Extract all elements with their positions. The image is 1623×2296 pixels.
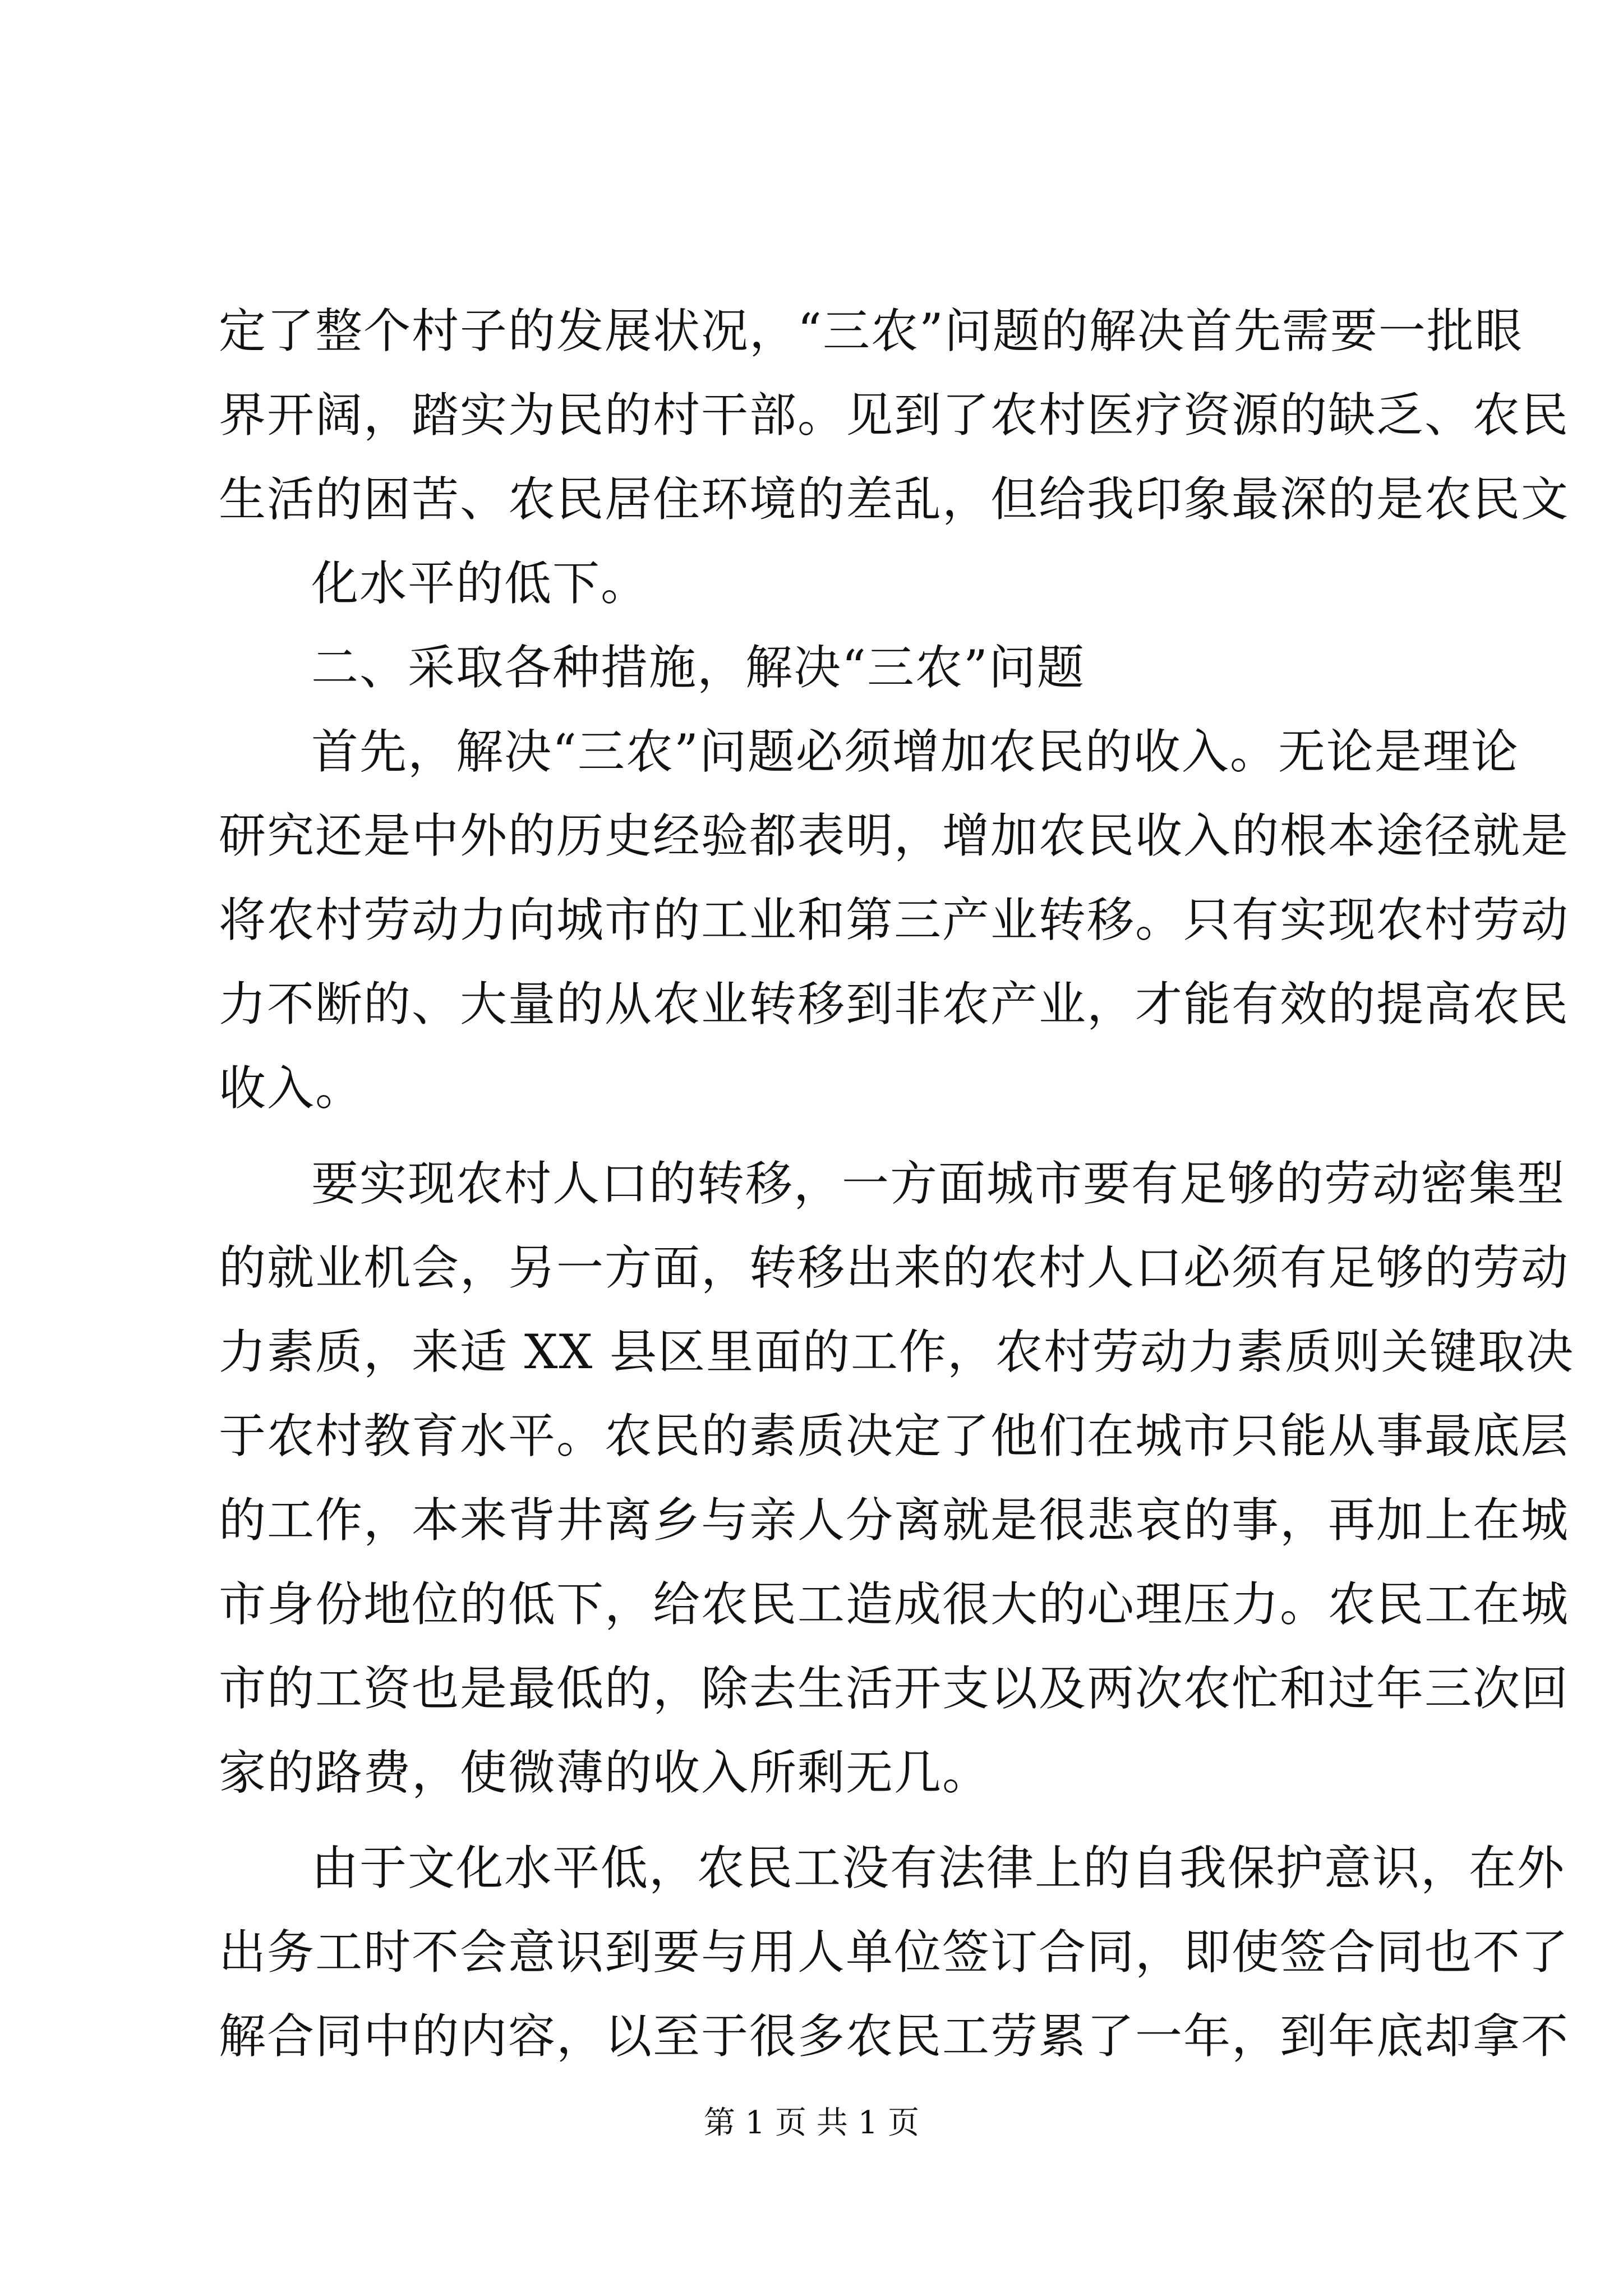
paragraph-line: 市的工资也是最低的，除去生活开支以及两次农忙和过年三次回 bbox=[219, 1661, 1570, 1716]
paragraph-line: 力素质，来适 XX 县区里面的工作，农村劳动力素质则关键取决 bbox=[219, 1324, 1575, 1379]
paragraph-line: 力不断的、大量的从农业转移到非农产业，才能有效的提高农民 bbox=[219, 977, 1570, 1032]
paragraph-line: 界开阔，踏实为民的村干部。见到了农村医疗资源的缺乏、农民 bbox=[219, 388, 1570, 443]
paragraph-line: 首先，解决“三农”问题必须增加农民的收入。无论是理论 bbox=[311, 724, 1519, 779]
paragraph-line: 市身份地位的低下，给农民工造成很大的心理压力。农民工在城 bbox=[219, 1577, 1570, 1632]
paragraph-line: 解合同中的内容，以至于很多农民工劳累了一年，到年底却拿不 bbox=[219, 2009, 1570, 2064]
paragraph-line: 的就业机会，另一方面，转移出来的农村人口必须有足够的劳动 bbox=[219, 1240, 1570, 1295]
paragraph-line: 化水平的低下。 bbox=[311, 556, 649, 611]
page-number-footer: 第 1 页 共 1 页 bbox=[703, 2105, 920, 2141]
paragraph-line: 的工作，本来背井离乡与亲人分离就是很悲哀的事，再加上在城 bbox=[219, 1493, 1570, 1548]
paragraph-line: 生活的困苦、农民居住环境的差乱，但给我印象最深的是农民文 bbox=[219, 472, 1570, 527]
paragraph-line: 由于文化水平低，农民工没有法律上的自我保护意识，在外 bbox=[311, 1841, 1566, 1895]
paragraph-line: 将农村劳动力向城市的工业和第三产业转移。只有实现农村劳动 bbox=[219, 892, 1570, 947]
paragraph-line: 出务工时不会意识到要与用人单位签订合同，即使签合同也不了 bbox=[219, 1925, 1570, 1980]
paragraph-line: 定了整个村子的发展状况，“三农”问题的解决首先需要一批眼 bbox=[219, 303, 1523, 358]
paragraph-line: 收入。 bbox=[219, 1061, 364, 1116]
section-heading: 二、采取各种措施，解决“三农”问题 bbox=[311, 640, 1085, 695]
paragraph-line: 研究还是中外的历史经验都表明，增加农民收入的根本途径就是 bbox=[219, 808, 1570, 863]
paragraph-line: 要实现农村人口的转移，一方面城市要有足够的劳动密集型 bbox=[311, 1156, 1566, 1211]
paragraph-line: 于农村教育水平。农民的素质决定了他们在城市只能从事最底层 bbox=[219, 1409, 1570, 1464]
paragraph-line: 家的路费，使微薄的收入所剩无几。 bbox=[219, 1745, 991, 1800]
